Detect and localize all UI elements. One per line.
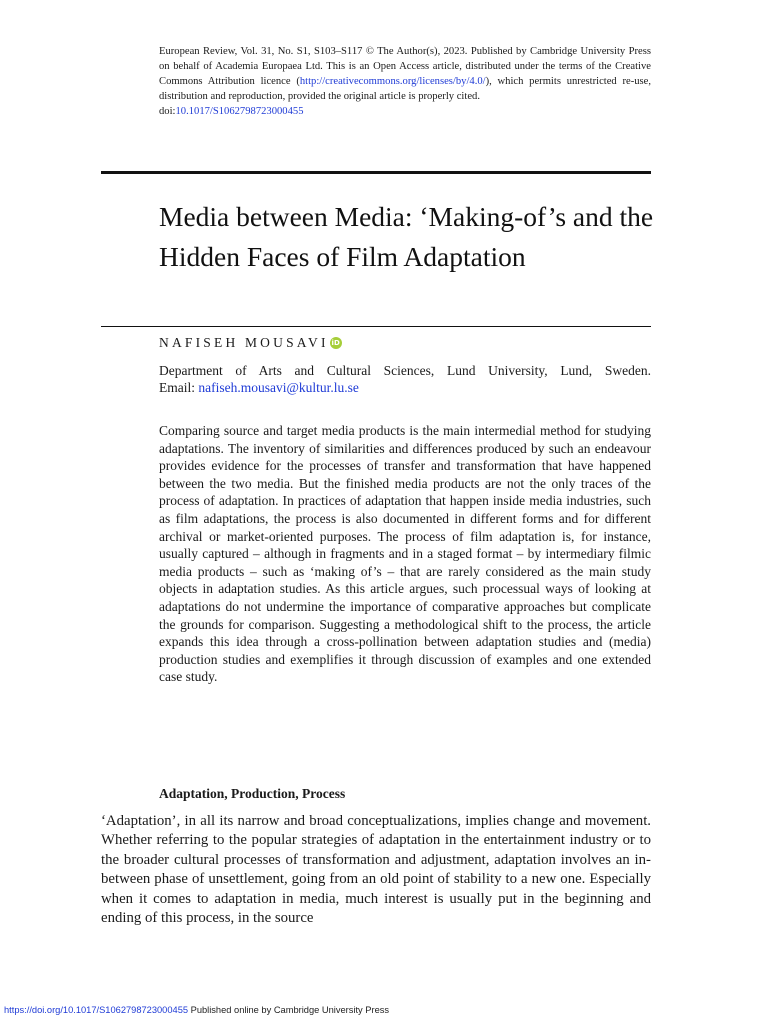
author-line — [159, 334, 342, 352]
footer-doi-link[interactable]: https://doi.org/10.1017/S1062798723000455 — [4, 1005, 189, 1015]
orcid-icon[interactable]: iD — [331, 339, 340, 347]
section-heading: Adaptation, Production, Process — [159, 786, 346, 801]
footer-published-text: Published online by Cambridge University Press — [188, 1005, 390, 1015]
abstract: Comparing source and target media products is the main intermedial method for studying adaptations. The inventory of similarities and differences produced by such an endeavour provides evidence for the processes of transfer and transformation that have happened between the two media. But the finished media products are not the only traces of the process of adaptation. In practices of adaptation that happen inside media industries, such as film adaptations, the process is also documented in different forms and for different archival or market-oriented purposes. The process of film adaptation is, for instance, usually captured – although in fragments and in a staged format – by intermediary filmic media products – such as ‘making of’s – that are rarely considered as the main study objects in adaptation studies. As this article argues, such processual ways of looking at adaptations do not undermine the importance of comparative approaches but complicate the grounds for comparison. Suggesting a methodological shift to the process, the article expands this idea through a cross-pollination between adaptation studies and (media) production studies and exemplifies it through discussion of examples and one extended case study. — [159, 423, 651, 685]
license-link[interactable]: http://creativecommons.org/licenses/by/4.0/ — [299, 76, 486, 87]
copyright-text-end: ), which permits unrestricted re-use, distribution and reproduction, provided the original article is properly cited. — [159, 76, 651, 102]
article-doi — [159, 104, 304, 119]
affiliation-text: Department of Arts and Cultural Sciences, Lund University, Lund, Sweden. — [159, 363, 651, 378]
doi-label: doi: — [159, 106, 176, 117]
author-name: NAFISEH MOUSAVI — [159, 335, 329, 350]
article-title: Media between Media: ‘Making-of’s and the Hidden Faces of Film Adaptation — [159, 201, 654, 272]
title-bottom-rule — [101, 326, 651, 327]
email-line — [159, 379, 651, 396]
title-top-rule — [101, 171, 651, 174]
email-link[interactable]: nafiseh.mousavi@kultur.lu.se — [198, 380, 359, 395]
body-paragraph: ‘Adaptation’, in all its narrow and broad conceptualizations, implies change and movement. Whether referring to the popular strategies of adaptation in the entertainment industry or to the broader cultural processes of transformation and adjustment, adaptation involves an in-between phase of unsettlement, going from an old point of stability to a new one. Especially when it comes to adaptation in media, much interest is usually put in the beginning and ending of this process, in the source — [101, 813, 651, 927]
author-affiliation — [159, 362, 651, 396]
doi-link[interactable]: 10.1017/S1062798723000455 — [175, 106, 304, 117]
email-label: Email: — [159, 380, 199, 395]
copyright-notice — [159, 44, 651, 104]
copyright-text-start: European Review, Vol. 31, No. S1, S103–S117 © The Author(s), 2023. Published by Cambridge University Press on behalf of Academia Europaea Ltd. This is an Open Access article, distributed under the terms of the Creative Commons Attribution licence ( — [159, 46, 651, 87]
page-footer — [4, 1004, 389, 1016]
